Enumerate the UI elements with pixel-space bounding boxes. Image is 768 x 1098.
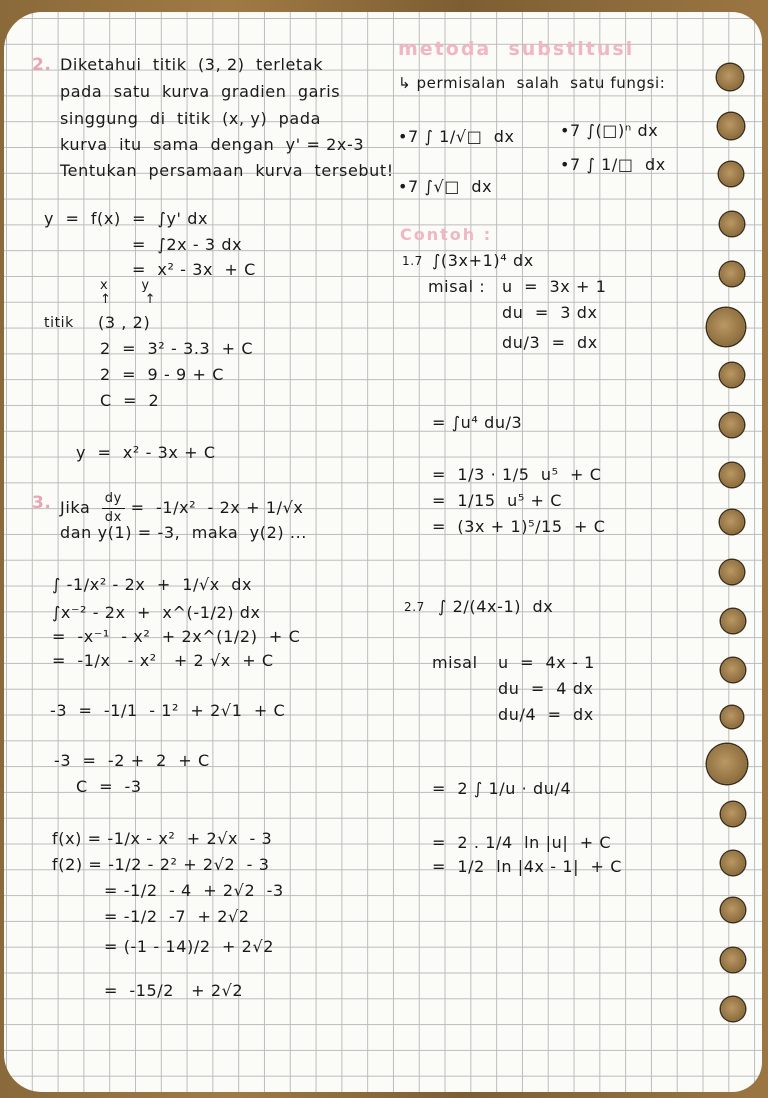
jika-word: Jika [60,498,91,517]
example-2-label: 2.7 [404,600,425,614]
binding-hole [721,658,745,682]
binding-hole [718,113,744,139]
ex2-step-integrated: = 2 . 1/4 ln |u| + C [432,833,612,852]
form-box-power-n: •7 ∫(□)ⁿ dx [560,121,659,140]
p2-point: (3 , 2) [98,313,151,332]
p2-arrows: ↑ ↑ [100,292,157,307]
p3-step-13: = -15/2 + 2√2 [104,981,244,1000]
problem-2-line-5: Tentukan persamaan kurva tersebut! [60,161,394,180]
example-1-label: 1.7 [402,254,423,268]
problem-2-line-3: singgung di titik (x, y) pada [60,109,321,128]
example-1-integral: ∫(3x+1)⁴ dx [432,251,534,270]
p3-step-11: = -1/2 -7 + 2√2 [104,907,250,926]
form-sqrt-box: •7 ∫√□ dx [398,177,493,196]
p3-step-10: = -1/2 - 4 + 2√2 -3 [104,881,284,900]
p3-step-5: -3 = -1/1 - 1² + 2√1 + C [50,701,286,720]
p3-step-3: = -x⁻¹ - x² + 2x^(1/2) + C [52,627,301,646]
binding-hole [721,706,743,728]
p3-step-4: = -1/x - x² + 2 √x + C [52,651,274,670]
dx: dx [104,510,122,525]
ex1-step-final: = (3x + 1)⁵/15 + C [432,517,606,536]
ex1-step-integrated: = 1/3 · 1/5 u⁵ + C [432,465,602,484]
binding-hole [721,898,745,922]
p2-step-integrand: = ∫2x - 3 dx [132,235,243,254]
notebook-page [4,12,762,1092]
problem-2-number: 2. [32,55,52,75]
form-1-over-box: •7 ∫ 1/□ dx [560,155,666,174]
p2-titik-label: titik [44,315,74,331]
binding-hole [721,851,745,875]
p3-step-9: f(2) = -1/2 - 2² + 2√2 - 3 [52,855,270,874]
ex1-step-du: du = 3 dx [502,303,598,322]
subheading-permisalan: ↳ permisalan salah satu fungsi: [398,74,666,92]
binding-hole [720,262,744,286]
binding-hole [721,802,745,826]
problem-2-line-4: kurva itu sama dengan y' = 2x-3 [60,135,365,154]
binding-hole [721,997,745,1021]
p2-step-antiderivative: = x² - 3x + C [132,260,256,279]
dy: dy [102,490,125,509]
ex1-step-simplified: = 1/15 u⁵ + C [432,491,562,510]
form-1-over-sqrt-box: •7 ∫ 1/√□ dx [398,127,515,146]
p3-step-12: = (-1 - 14)/2 + 2√2 [104,937,275,956]
problem-3-line-2: dan y(1) = -3, maka y(2) ... [60,523,307,542]
p3-step-2: ∫x⁻² - 2x + x^(-1/2) dx [52,603,261,622]
ex2-step-du: du = 4 dx [498,679,594,698]
p2-final-answer: y = x² - 3x + C [76,443,216,462]
example-2-misal-label: misal [432,653,478,672]
section-heading-metoda-substitusi: metoda substitusi [398,38,635,60]
binding-hole [720,212,744,236]
p3-step-6: -3 = -2 + 2 + C [54,751,210,770]
binding-hole [707,308,745,346]
binding-hole [721,609,745,633]
p2-step-integral: y = f(x) = ∫y' dx [44,209,209,228]
p2-c-value: C = 2 [100,391,160,410]
p2-substitution: 2 = 3² - 3.3 + C [100,339,254,358]
binding-hole [720,413,744,437]
example-1-misal-label: misal : [428,277,486,296]
example-2-integral: ∫ 2/(4x-1) dx [438,597,554,616]
binding-hole [719,162,743,186]
ex1-step-dx: du/3 = dx [502,333,598,352]
ex2-step-dx: du/4 = dx [498,705,594,724]
p2-xy-labels: x y [100,278,150,293]
ex2-step-final: = 1/2 ln |4x - 1| + C [432,857,622,876]
binding-hole [720,363,744,387]
derivative-expression: = -1/x² - 2x + 1/√x [130,498,304,517]
p2-simplify: 2 = 9 - 9 + C [100,365,224,384]
ex2-step-u: u = 4x - 1 [498,653,595,672]
binding-hole [720,463,744,487]
binding-hole [720,560,744,584]
ex1-step-substituted: = ∫u⁴ du/3 [432,413,523,432]
example-heading-contoh: Contoh : [400,225,493,244]
binding-hole [720,510,744,534]
problem-3-number: 3. [32,493,52,513]
binding-hole [717,64,743,90]
binding-hole [721,948,745,972]
p3-step-1: ∫ -1/x² - 2x + 1/√x dx [52,575,253,594]
problem-2-line-1: Diketahui titik (3, 2) terletak [60,55,324,74]
p3-step-8: f(x) = -1/x - x² + 2√x - 3 [52,829,273,848]
binding-hole [707,744,747,784]
problem-2-line-2: pada satu kurva gradien garis [60,82,341,101]
ex2-step-substituted: = 2 ∫ 1/u · du/4 [432,779,572,798]
ex1-step-u: u = 3x + 1 [502,277,607,296]
p3-step-7: C = -3 [76,777,142,796]
